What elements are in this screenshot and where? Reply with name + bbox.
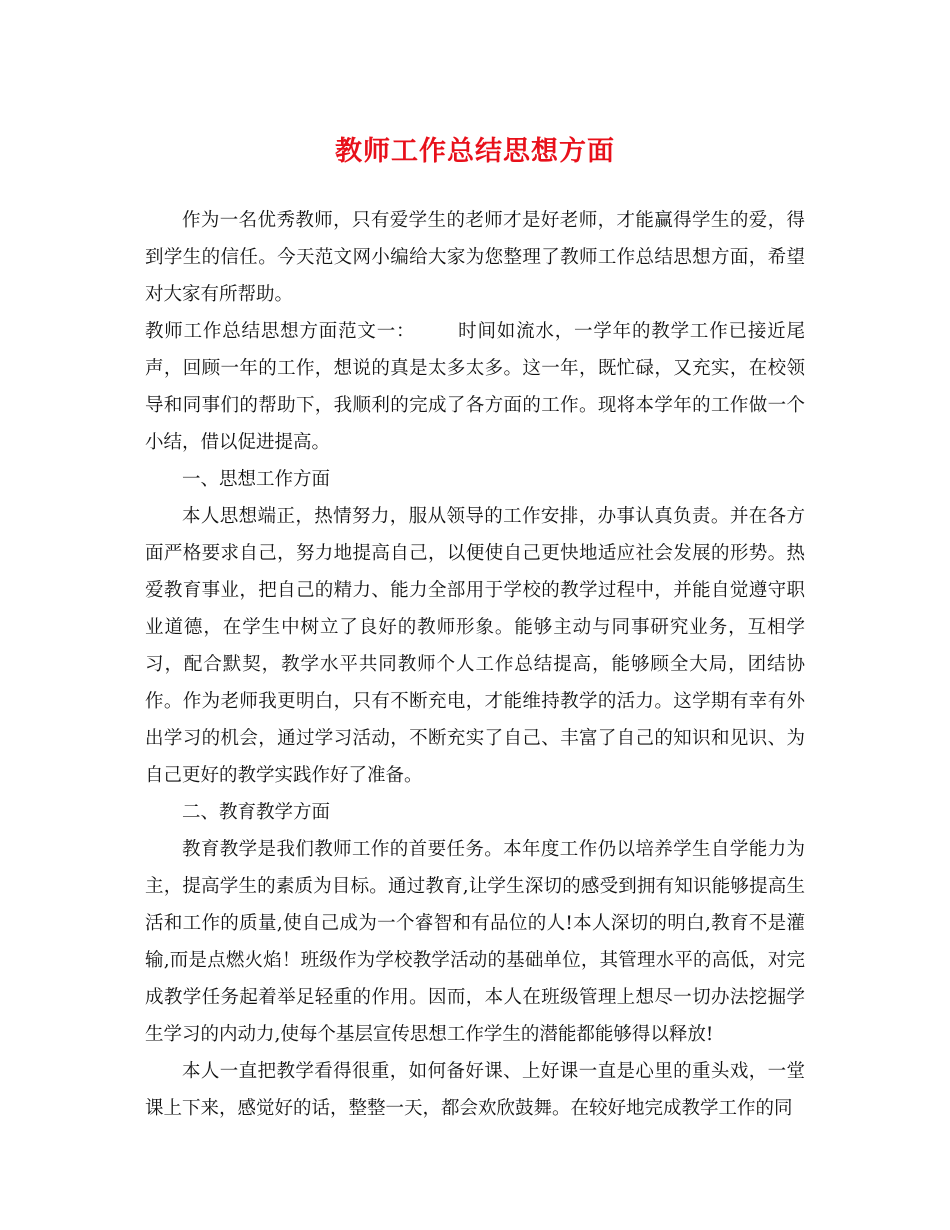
document-title: 教师工作总结思想方面: [335, 136, 615, 167]
section1-paragraph: 本人思想端正，热情努力，服从领导的工作安排，办事认真负责。并在各方面严格要求自己，努力地提高自己，以便使自己更快地适应社会发展的形势。热爱教育事业，把自己的精力、能力全部用于学校的教学过程中，并能自觉遵守职业道德，在学生中树立了良好的教师形象。能够主动与同事研究业务，互相学习，配合默契，教学水平共同教师个人工作总结提高，能够顾全大局，团结协作。作为老师我更明白，只有不断充电，才能维持教学的活力。这学期有幸有外出学习的机会，通过学习活动，不断充实了自己、丰富了自己的知识和见识、为自己更好的教学实践作好了准备。: [145, 506, 805, 786]
section2-paragraph: 教育教学是我们教师工作的首要任务。本年度工作仍以培养学生自学能力为主，提高学生的素质为目标。通过教育,让学生深切的感受到拥有知识能够提高生活和工作的质量,使自己成为一个睿智和有品位的人!本人深切的明白,教育不是灌输,而是点燃火焰！班级作为学校教学活动的基础单位，其管理水平的高低，对完成教学任务起着举足轻重的作用。因而，本人在班级管理上想尽一切办法挖掘学生学习的内动力,使每个基层宣传思想工作学生的潜能都能够得以释放!: [145, 839, 805, 1045]
intro-paragraph: 作为一名优秀教师，只有爱学生的老师才是好老师，才能赢得学生的爱，得到学生的信任。今天范文网小编给大家为您整理了教师工作总结思想方面，希望对大家有所帮助。: [145, 210, 805, 305]
section2-paragraph-2: 本人一直把教学看得很重，如何备好课、上好课一直是心里的重头戏，一堂课上下来，感觉好的话，整整一天，都会欢欣鼓舞。在较好地完成教学工作的同: [145, 1061, 805, 1119]
sample-paragraph: [145, 313, 805, 461]
section2-heading: 二、教育教学方面: [182, 802, 331, 823]
section1-heading: 一、思想工作方面: [182, 469, 331, 490]
document-body: [145, 202, 805, 1127]
sample-label: 教师工作总结思想方面范文一：: [145, 321, 416, 342]
sample-text: 时间如流水，一学年的教学工作已接近尾声，回顾一年的工作，想说的真是太多太多。这一年，既忙碌，又充实，在校领导和同事们的帮助下，我顺利的完成了各方面的工作。现将本学年的工作做一个小结，借以促进提高。: [145, 321, 805, 453]
